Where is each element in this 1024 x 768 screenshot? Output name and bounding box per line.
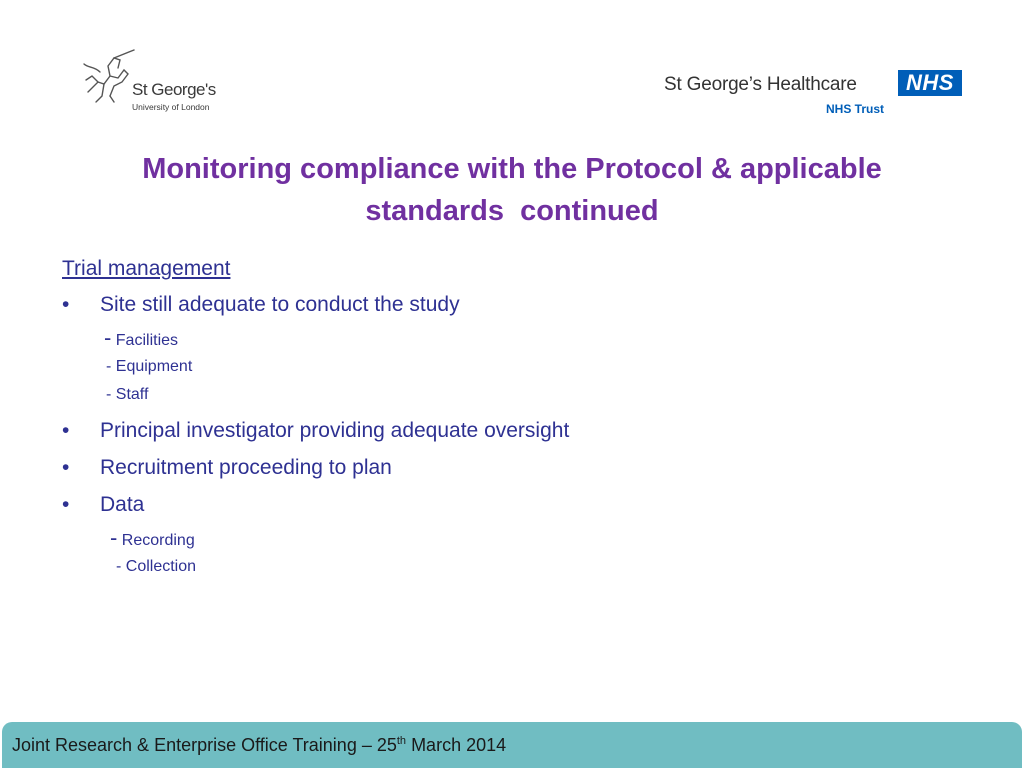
bullet-item [62,490,962,520]
sgul-logo [80,46,230,122]
sub-item-text: Recording [121,532,195,549]
sub-item: - Staff [106,386,149,403]
bullet-text: Site still adequate to conduct the study [100,293,460,316]
bullet-item [62,290,962,320]
sub-item: - Collection [116,558,197,575]
sub-item: - Equipment [106,358,193,375]
sub-item-dash: - [110,525,118,550]
footer-text [12,735,506,756]
bullet-text: Data [100,493,145,516]
sub-item [104,327,962,352]
sgul-name: St George's [132,80,216,99]
knight-on-horse-icon [80,46,136,106]
section-heading: Trial management [62,257,231,280]
bullet-marker: • [62,493,70,516]
sub-item-text: Facilities [115,332,179,349]
nhs-trust-logo [664,68,964,120]
sgul-subtitle: University of London [132,102,210,112]
bullet-marker: • [62,456,70,479]
footer-text-end: March 2014 [406,735,507,755]
sub-item-dash: - [104,325,112,350]
nhs-trust-subtitle: NHS Trust [826,102,885,116]
bullet-marker: • [62,419,70,442]
trust-name: St George’s Healthcare [664,74,857,95]
footer-text-main: Joint Research & Enterprise Office Training – 25 [12,735,397,755]
slide-title-line-1: Monitoring compliance with the Protocol & applicable [142,153,882,185]
slide-body [62,254,962,578]
footer-text-superscript: th [396,735,407,747]
bullet-item [62,453,962,483]
slide-title-line-2: standards continued [365,195,659,227]
bullet-text: Recruitment proceeding to plan [100,456,392,479]
bullet-marker: • [62,293,70,316]
nhs-badge: NHS [898,70,962,96]
bullet-text: Principal investigator providing adequate oversight [100,419,570,442]
footer-bar [2,722,1022,768]
bullet-item [62,416,962,446]
slide-title [40,148,984,232]
sub-item [110,527,962,552]
